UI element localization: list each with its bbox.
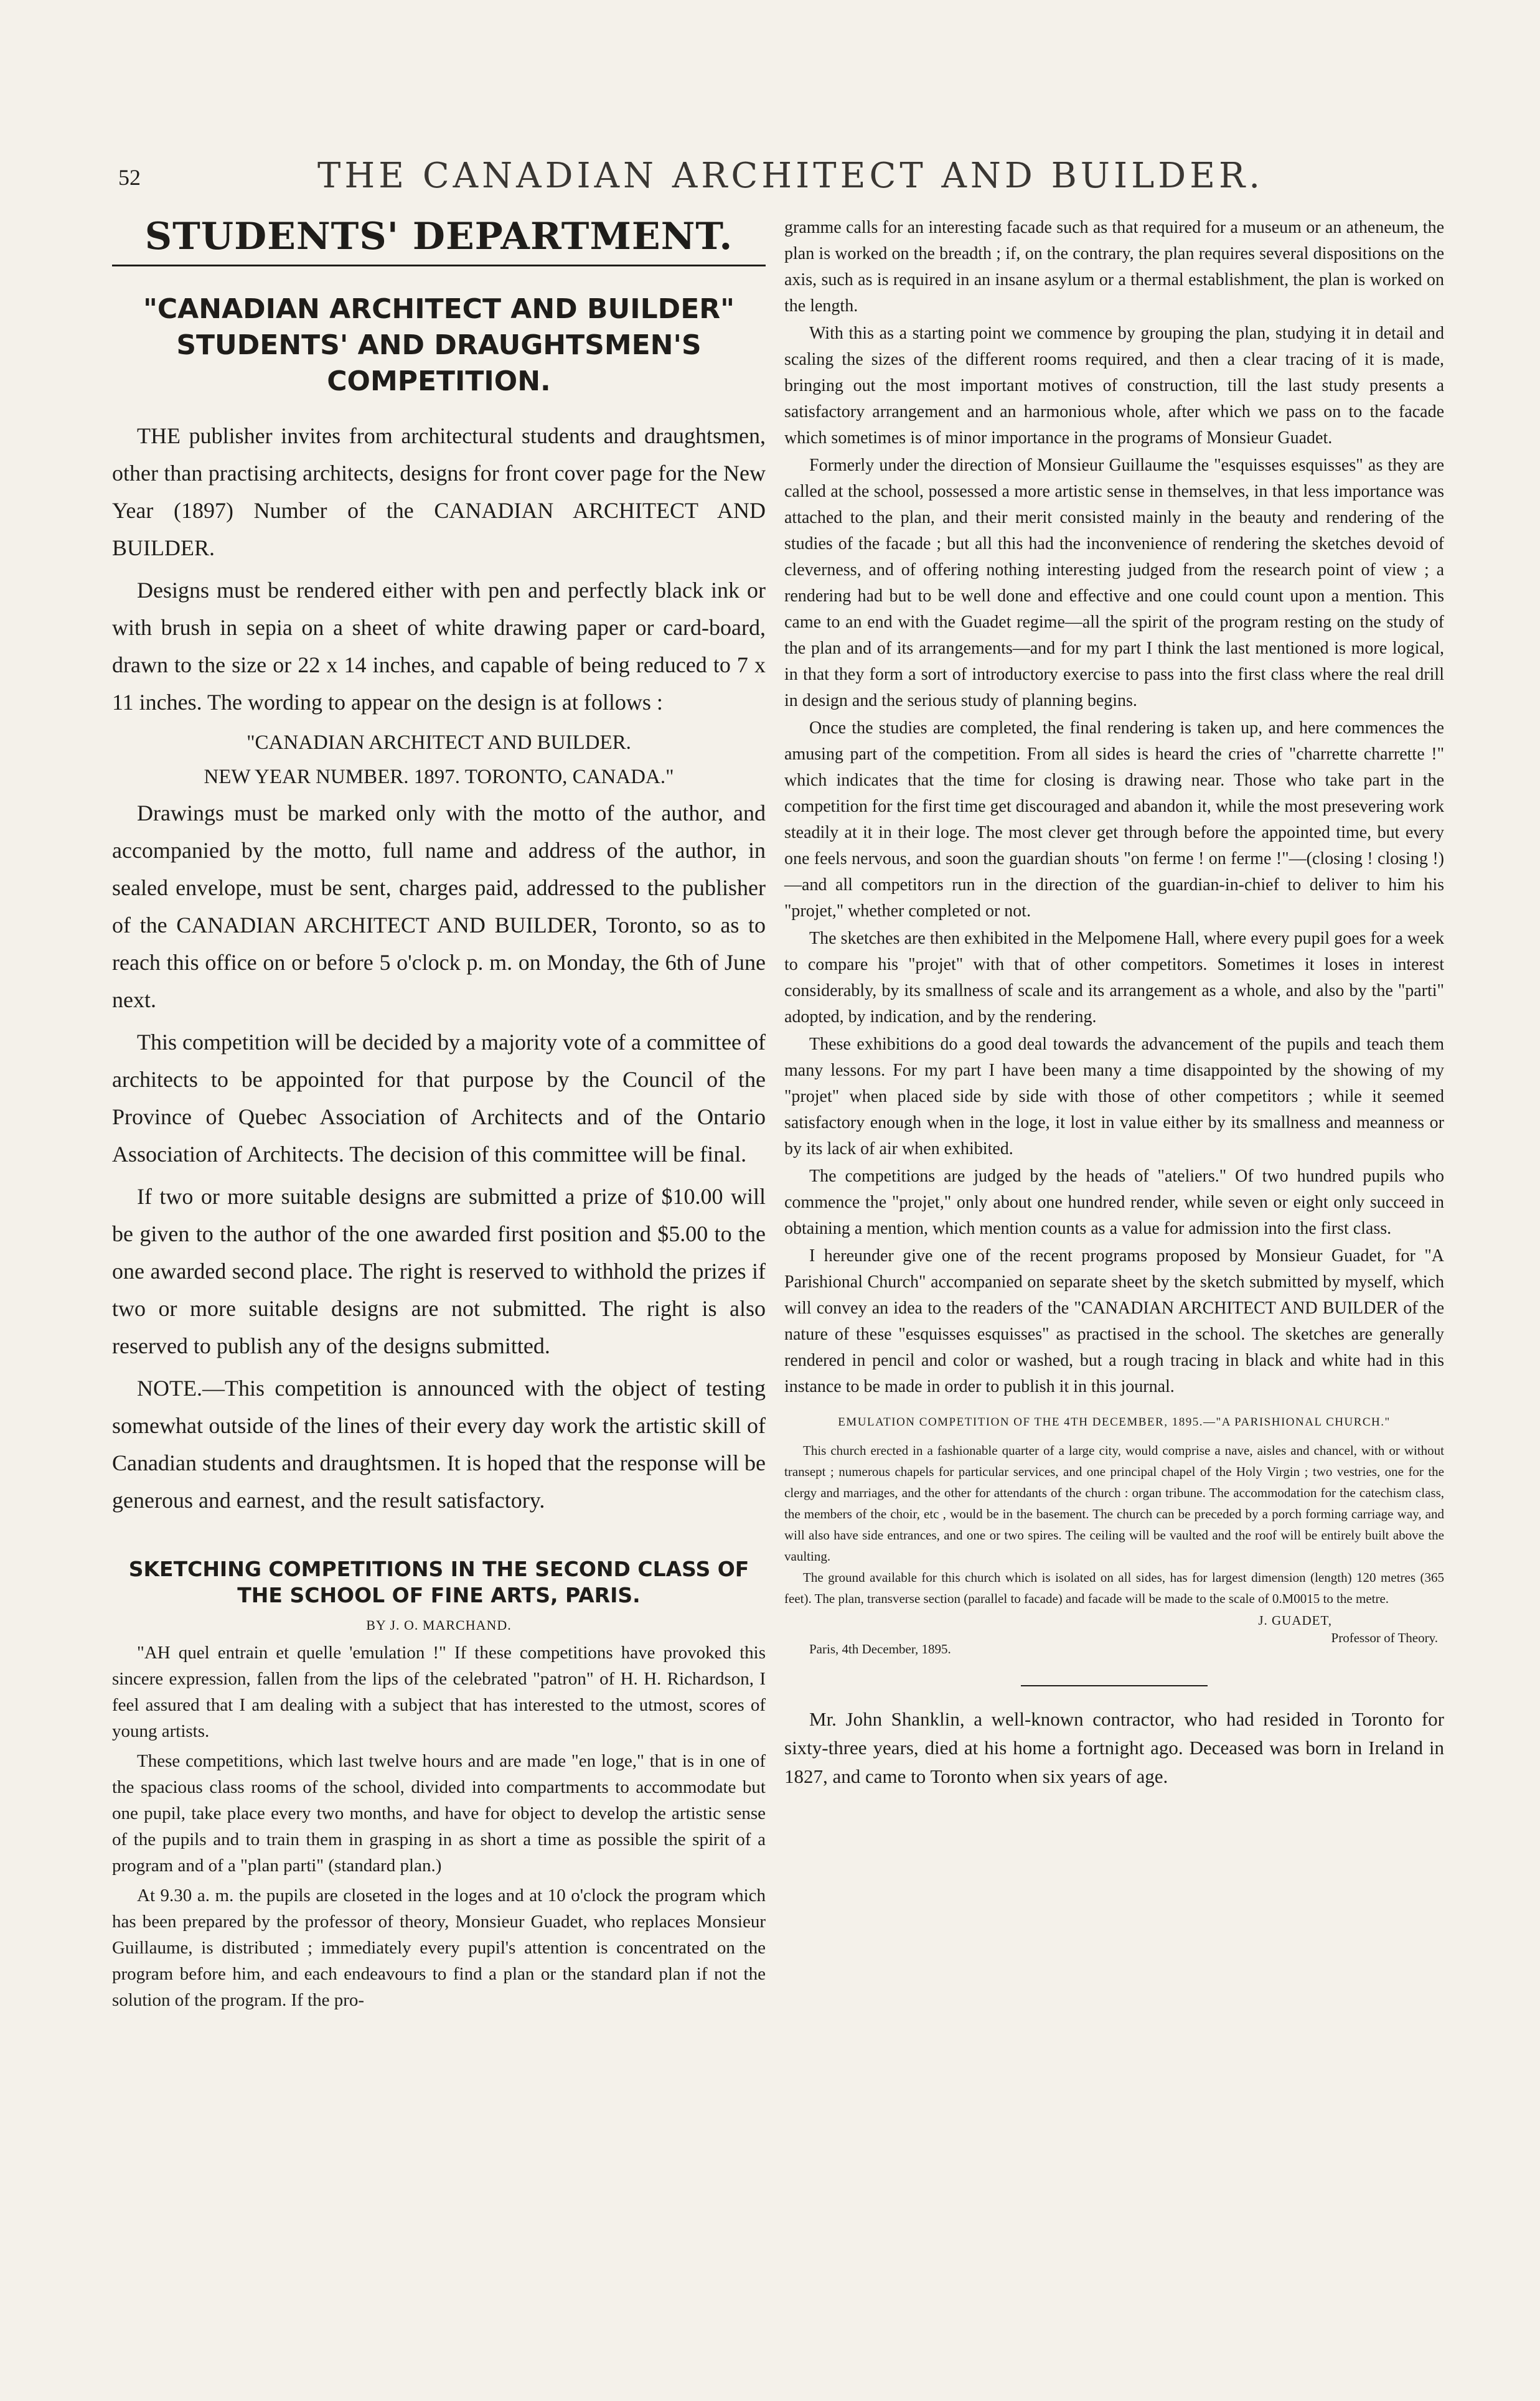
article-byline: BY J. O. MARCHAND.	[366, 1617, 512, 1633]
program-paragraph: This church erected in a fashionable quarter of a large city, would comprise a nave, aisles and chancel, with or without transept ; numerous chapels for particular services, and one principal chapel of the Holy Virgin ; two vestries, one for the clergy and marriages, and the other for attendants of the church : organ tribune. The accommodation for the catechism class, the members of the choir, etc , would be in the basement. The church can be preceded by a porch forming carriage way, and will also have side entrances, and one or two spires. The ceiling will be vaulted and the roof will be entirely built above the vaulting.	[784, 1443, 1444, 1564]
section-heading: STUDENTS' DEPARTMENT.	[144, 215, 733, 258]
signature-date: Paris, 4th December, 1895.	[809, 1642, 951, 1656]
article-paragraph: Formerly under the direction of Monsieur Guillaume the "esquisses esquisses" as they are called at the school, possessed a more artistic sense in themselves, in that less importance was attached to the plan, and their merit consisted mainly in the beauty and rendering of the studies of the facade ; but all this had the inconvenience of rendering the sketches devoid of cleverness, and of offering nothing interesting judged from the research point of view ; a rendering had but to be well done and effective and one could count upon a mention. This came to an end with the Guadet regime—all the spirit of the program resting on the study of the plan and of its arrangements—and for my part I think the last mentioned is more logical, in that they form a sort of introductory exercise to pass into the first class where the real drill in design and the serious study of planning begins.	[784, 456, 1444, 710]
article-paragraph: These exhibitions do a good deal towards the advancement of the pupils and teach them many lessons. For my part I have been many a time disappointed by the showing of my "projet" when placed side by side with those of other competitors ; while it seemed satisfactory enough when in the loge, it lost in value either by its smallness and meanness or by its lack of air when exhibited.	[784, 1035, 1444, 1158]
design-wording-line: "CANADIAN ARCHITECT AND BUILDER.	[246, 731, 631, 754]
signature-role: Professor of Theory.	[1331, 1630, 1438, 1645]
program-paragraph: The ground available for this church which is isolated on all sides, has for largest dimension (length) 120 metres (365 feet). The plan, transverse section (parallel to facade) and facade will be made to the scale of 0.M0015 to the metre.	[784, 1570, 1444, 1606]
article-paragraph: Once the studies are completed, the final rendering is taken up, and here commences the amusing part of the competition. From all sides is heard the cries of "charrette charrette !" which indicates that the time for closing is drawing near. Those who take part in the competition for the first time get discouraged and abandon it, while the most presevering work steadily at it in their loge. The most clever get through before the appointed time, but every one feels nervous, and soon the guardian shouts "on ferme ! on ferme !"—(closing ! closing !)—and all competitors run in the direction of the guardian-in-chief to deliver to him his "projet," whether completed or not.	[784, 718, 1444, 921]
competition-paragraph: Drawings must be marked only with the motto of the author, and accompanied by the motto, full name and address of the author, in sealed envelope, must be sent, charges paid, addressed to the publisher of the CANADIAN ARCHITECT AND BUILDER, Toronto, so as to reach this office on or before 5 o'clock p. m. on Monday, the 6th of June next.	[112, 801, 766, 1012]
left-column	[112, 215, 766, 2017]
article-paragraph: With this as a starting point we commence by grouping the plan, studying it in detail and scaling the sizes of the different rooms required, and then a clear tracing of it is made, bringing out the most important motives of construction, till the last study presents a satisfactory arrangement and an harmonious whole, after which we pass on to the facade which sometimes is of minor importance in the programs of Monsieur Guadet.	[784, 324, 1444, 448]
article-paragraph: At 9.30 a. m. the pupils are closeted in the loges and at 10 o'clock the program which has been prepared by the professor of theory, Monsieur Guadet, who replaces Monsieur Guillaume, is distributed ; immediately every pupil's attention is concentrated on the program before him, and each endeavours to find a plan or the standard plan if not the solution of the program. If the pro-	[112, 1886, 766, 2010]
signature-block	[784, 1613, 1444, 1666]
competition-paragraph: If two or more suitable designs are submitted a prize of $10.00 will be given to the author of the one awarded first position and $5.00 to the one awarded second place. The right is reserved to withhold the prizes if two or more suitable designs are not submitted. The right is also reserved to publish any of the designs submitted.	[112, 1184, 766, 1358]
competition-note: NOTE.—This competition is announced with the object of testing somewhat outside of the lines of their every day work the artistic skill of Canadian students and draughtsmen. It is hoped that the response will be generous and earnest, and the result satisfactory.	[112, 1376, 766, 1513]
article-paragraph: These competitions, which last twelve hours and are made "en loge," that is in one of the spacious class rooms of the school, divided into compartments to accommodate but one pupil, take place every two months, and have for object to develop the artistic sense of the pupils and to train them in grasping in as short a time as possible the spirit of a program and of a "plan parti" (standard plan.)	[112, 1751, 766, 1876]
signature-name: J. GUADET,	[1258, 1613, 1332, 1628]
competition-paragraph: THE publisher invites from architectural students and draughtsmen, other than practising architects, designs for front cover page for the New Year (1897) Number of the CANADIAN ARCHITECT AND BUILDER.	[112, 423, 766, 560]
article-paragraph: gramme calls for an interesting facade such as that required for a museum or an atheneum, the plan is worked on the breadth ; if, on the contrary, the plan requires several dispositions on the axis, such as is required in an insane asylum or a thermal establishment, the plan is worked on the length.	[784, 218, 1444, 316]
article-title: SKETCHING COMPETITIONS IN THE SECOND CLASS OF THE SCHOOL OF FINE ARTS, PARIS.	[128, 1557, 749, 1607]
section-rule	[112, 265, 766, 266]
competition-title: "CANADIAN ARCHITECT AND BUILDER" STUDENTS' AND DRAUGHTSMEN'S COMPETITION.	[143, 293, 735, 397]
article-paragraph: The sketches are then exhibited in the Melpomene Hall, where every pupil goes for a week to compare his "projet" with that of other competitors. Sometimes it loses in interest considerably, by its smallness of scale and its arrangement as a whole, and also by the "parti" adopted, by indication, and by the rendering.	[784, 929, 1444, 1027]
competition-paragraph: Designs must be rendered either with pen and perfectly black ink or with brush in sepia on a sheet of white drawing paper or card-board, drawn to the size or 22 x 14 inches, and capable of being reduced to 7 x 11 inches. The wording to appear on the design is at follows :	[112, 578, 766, 715]
design-wording-line: NEW YEAR NUMBER. 1897. TORONTO, CANADA."	[204, 766, 674, 788]
right-column	[784, 215, 1444, 1791]
page-number: 52	[118, 165, 141, 190]
obituary-paragraph: Mr. John Shanklin, a well-known contractor, who had resided in Toronto for sixty-three years, died at his home a fortnight ago. Deceased was born in Ireland in 1827, and came to Toronto when six years of age.	[784, 1708, 1444, 1787]
article-paragraph: The competitions are judged by the heads of "ateliers." Of two hundred pupils who commence the "projet," only about one hundred render, while seven or eight only succeed in obtaining a mention, which mention counts as a value for admission into the first class.	[784, 1167, 1444, 1238]
running-title: THE CANADIAN ARCHITECT AND BUILDER.	[317, 156, 1264, 196]
article-paragraph: I hereunder give one of the recent programs proposed by Monsieur Guadet, for "A Parishional Church" accompanied on separate sheet by the sketch submitted by myself, which will convey an idea to the readers of the "CANADIAN ARCHITECT AND BUILDER of the nature of these "esquisses esquisses" as practised in the school. The sketches are generally rendered in pencil and color or washed, but a rough tracing in black and white had in this instance to be made in order to publish it in this journal.	[784, 1246, 1444, 1396]
article-paragraph: "AH quel entrain et quelle 'emulation !" If these competitions have provoked this sincere expression, fallen from the lips of the celebrated "patron" of H. H. Richardson, I feel assured that I am dealing with a subject that has interested to the utmost, scores of young artists.	[112, 1643, 766, 1741]
competition-paragraph: This competition will be decided by a majority vote of a committee of architects to be appointed for that purpose by the Council of the Province of Quebec Association of Architects and of the Ontario Association of Architects. The decision of this committee will be final.	[112, 1030, 766, 1167]
divider-rule	[1021, 1685, 1208, 1686]
program-heading: EMULATION COMPETITION OF THE 4TH DECEMBER, 1895.—"A PARISHIONAL CHURCH."	[838, 1416, 1391, 1429]
page-header	[118, 156, 1463, 205]
